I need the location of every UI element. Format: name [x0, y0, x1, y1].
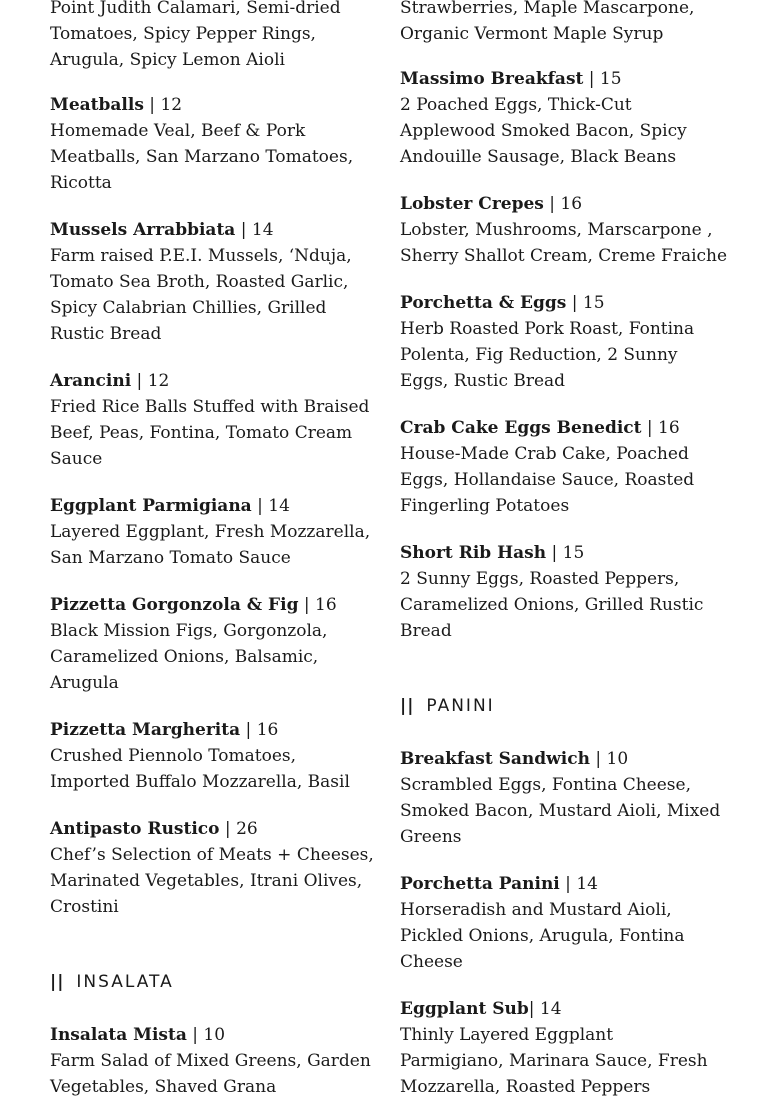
desc-line: 2 Poached Eggs, Thick-Cut [400, 95, 632, 115]
desc-line: Arugula [50, 673, 119, 693]
desc-line: Pickled Onions, Arugula, Fontina [400, 926, 685, 946]
item-name: Crab Cake Eggs Benedict [400, 418, 642, 438]
desc-line: Polenta, Fig Reduction, 2 Sunny [400, 345, 678, 365]
desc-line: Horseradish and Mustard Aioli, [400, 900, 672, 920]
item-price: 16 [560, 194, 583, 214]
menu-item: Porchetta Panini | 14 Horseradish and Mustard Aioli, Pickled Onions, Arugula, Fontina Cheese [400, 871, 730, 975]
menu-item: Porchetta & Eggs | 15 Herb Roasted Pork Roast, Fontina Polenta, Fig Reduction, 2 Sunny Eggs, Rustic Bread [400, 290, 730, 394]
desc-line: Fried Rice Balls Stuffed with Braised [50, 397, 370, 417]
desc-line: Parmigiano, Marinara Sauce, Fresh [400, 1051, 708, 1071]
item-name: Eggplant Parmigiana [50, 496, 252, 516]
menu-item: Antipasto Rustico | 26 Chef’s Selection of Meats + Cheeses, Marinated Vegetables, Itrani Olives, Crostini [50, 816, 368, 920]
item-name: Massimo Breakfast [400, 69, 584, 89]
section-bars-icon: || [400, 696, 415, 716]
desc-line: Herb Roasted Pork Roast, Fontina [400, 319, 695, 339]
desc-line: Imported Buffalo Mozzarella, Basil [50, 772, 350, 792]
item-price: 12 [147, 371, 170, 391]
section-title: PANINI [426, 696, 495, 716]
desc-line: Greens [400, 827, 462, 847]
desc-line: Smoked Bacon, Mustard Aioli, Mixed [400, 801, 721, 821]
desc-line: Arugula, Spicy Lemon Aioli [50, 50, 285, 70]
item-name: Meatballs [50, 95, 144, 115]
desc-line: Mozzarella, Roasted Peppers [400, 1077, 651, 1097]
desc-line: Organic Vermont Maple Syrup [400, 24, 664, 44]
desc-line: Farm Salad of Mixed Greens, Garden [50, 1051, 371, 1071]
desc-line: Farm raised P.E.I. Mussels, ‘Nduja, [50, 246, 352, 266]
desc-line: Vegetables, Shaved Grana [50, 1077, 277, 1097]
item-price: 16 [315, 595, 337, 615]
desc-line: 2 Sunny Eggs, Roasted Peppers, [400, 569, 680, 589]
desc-line: Tomatoes, Spicy Pepper Rings, [50, 24, 316, 44]
item-price: 14 [251, 220, 274, 240]
section-heading-insalata [50, 972, 174, 992]
item-price: 16 [256, 720, 279, 740]
desc-line: Chef’s Selection of Meats + Cheeses, [50, 845, 374, 865]
desc-line: Eggs, Hollandaise Sauce, Roasted [400, 470, 695, 490]
desc-line: Scrambled Eggs, Fontina Cheese, [400, 775, 691, 795]
item-price: 15 [599, 69, 622, 89]
item-price: 14 [539, 999, 562, 1019]
menu-item: Eggplant Parmigiana | 14 Layered Eggplant, Fresh Mozzarella, San Marzano Tomato Sauce [50, 493, 368, 571]
desc-line: Layered Eggplant, Fresh Mozzarella, [50, 522, 371, 542]
item-price: 10 [606, 749, 629, 769]
item-price: 10 [203, 1025, 226, 1045]
item-name: Mussels Arrabbiata [50, 220, 236, 240]
section-bars-icon: || [50, 972, 65, 992]
desc-line: Sauce [50, 449, 103, 469]
item-price: 14 [268, 496, 290, 516]
item-price: 15 [562, 543, 585, 563]
desc-line: Eggs, Rustic Bread [400, 371, 566, 391]
menu-item: Lobster Crepes | 16 Lobster, Mushrooms, Marscarpone , Sherry Shallot Cream, Creme Fraiche [400, 191, 730, 269]
item-name: Short Rib Hash [400, 543, 547, 563]
item-price: 12 [160, 95, 183, 115]
item-price: 26 [236, 819, 258, 839]
desc-line: Applewood Smoked Bacon, Spicy [400, 121, 687, 141]
item-name: Pizzetta Gorgonzola & Fig [50, 595, 299, 615]
desc-line: Crostini [50, 897, 119, 917]
menu-item: Pizzetta Gorgonzola & Fig | 16 Black Mission Figs, Gorgonzola, Caramelized Onions, Balsamic, Arugula [50, 592, 368, 696]
menu-item: Meatballs | 12 Homemade Veal, Beef & Pork Meatballs, San Marzano Tomatoes, Ricotta [50, 92, 368, 196]
desc-line: Tomato Sea Broth, Roasted Garlic, [50, 272, 349, 292]
desc-line: Black Mission Figs, Gorgonzola, [50, 621, 328, 641]
item-name: Arancini [50, 371, 132, 391]
menu-item: Insalata Mista | 10 Farm Salad of Mixed Greens, Garden Vegetables, Shaved Grana [50, 1022, 368, 1100]
menu-item: Mussels Arrabbiata | 14 Farm raised P.E.I. Mussels, ‘Nduja, Tomato Sea Broth, Roasted Garlic, Spicy Calabrian Chillies, Grilled Rustic Bread [50, 217, 368, 347]
desc-line: Rustic Bread [50, 324, 162, 344]
menu-item: Crab Cake Eggs Benedict | 16 House-Made Crab Cake, Poached Eggs, Hollandaise Sauce, Roasted Fingerling Potatoes [400, 415, 730, 519]
desc-line: San Marzano Tomato Sauce [50, 548, 291, 568]
desc-line: Ricotta [50, 173, 112, 193]
desc-line: Sherry Shallot Cream, Creme Fraiche [400, 246, 728, 266]
desc-line: Crushed Piennolo Tomatoes, [50, 746, 297, 766]
item-price: 15 [582, 293, 605, 313]
item-name: Breakfast Sandwich [400, 749, 590, 769]
menu-item: Pizzetta Margherita | 16 Crushed Piennolo Tomatoes, Imported Buffalo Mozzarella, Basil [50, 717, 368, 795]
item-name: Porchetta & Eggs [400, 293, 567, 313]
top-continued-desc [400, 0, 694, 47]
desc-line: Beef, Peas, Fontina, Tomato Cream [50, 423, 353, 443]
menu-item: Eggplant Sub| 14 Thinly Layered Eggplant Parmigiano, Marinara Sauce, Fresh Mozzarella, Roasted Peppers [400, 996, 730, 1100]
item-name: Lobster Crepes [400, 194, 544, 214]
desc-line: Andouille Sausage, Black Beans [400, 147, 677, 167]
desc-line: Strawberries, Maple Mascarpone, [400, 0, 695, 18]
item-name: Eggplant Sub [400, 999, 529, 1019]
desc-line: House-Made Crab Cake, Poached [400, 444, 689, 464]
menu-item: Breakfast Sandwich | 10 Scrambled Eggs, Fontina Cheese, Smoked Bacon, Mustard Aioli, Mixed Greens [400, 746, 730, 850]
top-continued-desc [50, 0, 341, 73]
desc-line: Homemade Veal, Beef & Pork [50, 121, 306, 141]
item-name: Antipasto Rustico [50, 819, 220, 839]
desc-line: Fingerling Potatoes [400, 496, 570, 516]
desc-line: Marinated Vegetables, Itrani Olives, [50, 871, 363, 891]
desc-line: Spicy Calabrian Chillies, Grilled [50, 298, 327, 318]
section-heading-panini [400, 696, 495, 716]
desc-line: Bread [400, 621, 452, 641]
item-name: Insalata Mista [50, 1025, 187, 1045]
menu-item: Short Rib Hash | 15 2 Sunny Eggs, Roasted Peppers, Caramelized Onions, Grilled Rustic Bread [400, 540, 730, 644]
desc-line: Caramelized Onions, Balsamic, [50, 647, 319, 667]
desc-line: Caramelized Onions, Grilled Rustic [400, 595, 704, 615]
menu-item: Massimo Breakfast | 15 2 Poached Eggs, Thick-Cut Applewood Smoked Bacon, Spicy Andouille Sausage, Black Beans [400, 66, 730, 170]
desc-line: Thinly Layered Eggplant [400, 1025, 614, 1045]
desc-line: Point Judith Calamari, Semi-dried [50, 0, 341, 18]
item-name: Porchetta Panini [400, 874, 560, 894]
item-name: Pizzetta Margherita [50, 720, 241, 740]
section-title: INSALATA [76, 972, 174, 992]
menu-item: Arancini | 12 Fried Rice Balls Stuffed with Braised Beef, Peas, Fontina, Tomato Cream Sauce [50, 368, 368, 472]
item-price: 14 [576, 874, 598, 894]
desc-line: Meatballs, San Marzano Tomatoes, [50, 147, 354, 167]
item-price: 16 [658, 418, 680, 438]
desc-line: Lobster, Mushrooms, Marscarpone , [400, 220, 713, 240]
desc-line: Cheese [400, 952, 463, 972]
